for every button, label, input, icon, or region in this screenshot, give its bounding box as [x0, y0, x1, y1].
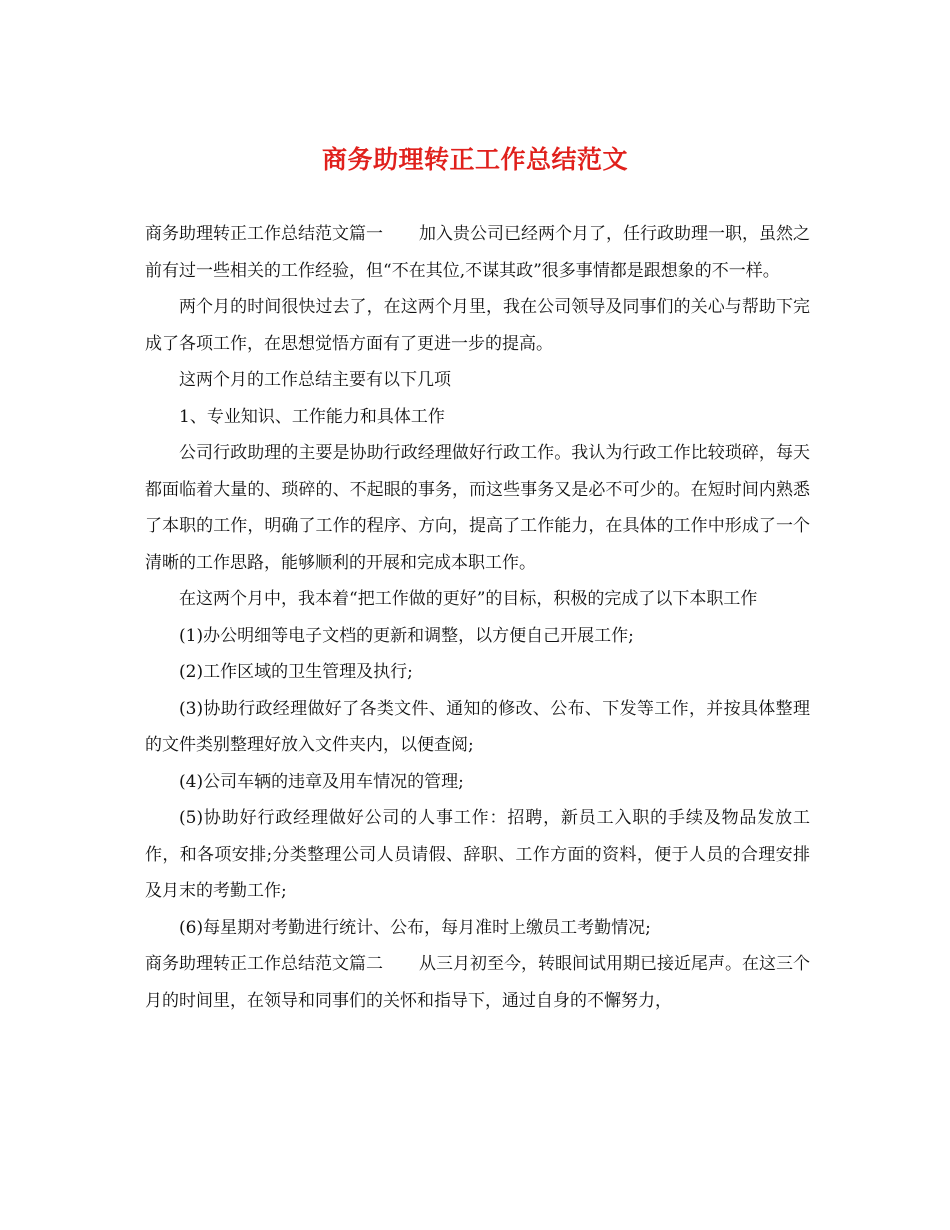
- paragraph-5: 公司行政助理的主要是协助行政经理做好行政工作。我认为行政工作比较琐碎，每天都面临着大量的、琐碎的、不起眼的事务，而这些事务又是必不可少的。在短时间内熟悉了本职的工作，明确了工作的程序、方向，提高了工作能力，在具体的工作中形成了一个清晰的工作思路，能够顺利的开展和完成本职工作。: [145, 443, 810, 573]
- paragraph-4: 1、专业知识、工作能力和具体工作: [179, 406, 445, 427]
- document-body: [145, 216, 810, 1019]
- paragraph-1: [145, 216, 810, 289]
- section-heading-2: 商务助理转正工作总结范文篇二: [145, 954, 383, 974]
- list-item-5: (5)协助好行政经理做好公司的人事工作：招聘，新员工入职的手续及物品发放工作，和各项安排;分类整理公司人员请假、辞职、工作方面的资料，便于人员的合理安排及月末的考勤工作;: [145, 808, 810, 901]
- section-heading-1: 商务助理转正工作总结范文篇一: [145, 224, 383, 244]
- paragraph-13: [145, 946, 810, 1019]
- list-item-1: (1)办公明细等电子文档的更新和调整，以方便自己开展工作;: [179, 625, 634, 646]
- list-item-3: (3)协助行政经理做好了各类文件、通知的修改、公布、下发等工作，并按具体整理的文件类别整理好放入文件夹内，以便查阅;: [145, 698, 810, 755]
- paragraph-6: 在这两个月中，我本着“把工作做的更好”的目标，积极的完成了以下本职工作: [179, 589, 758, 609]
- document-title: 商务助理转正工作总结范文: [321, 145, 628, 174]
- paragraph-2: 两个月的时间很快过去了，在这两个月里，我在公司领导及同事们的关心与帮助下完成了各项工作，在思想觉悟方面有了更进一步的提高。: [145, 297, 810, 354]
- paragraph-3: 这两个月的工作总结主要有以下几项: [179, 370, 451, 390]
- list-item-2: (2)工作区域的卫生管理及执行;: [179, 662, 413, 682]
- paragraph-text: 加入贵公司已经两个月了，任行政助理一职，虽然之前有过一些相关的工作经验，但“不在其位,不谋其政”很多事情都是跟想象的不一样。: [145, 224, 810, 281]
- list-item-4: (4)公司车辆的违章及用车情况的管理;: [179, 771, 464, 792]
- paragraph-text: 从三月初至今，转眼间试用期已接近尾声。在这三个月的时间里，在领导和同事们的关怀和指导下，通过自身的不懈努力，: [145, 954, 810, 1011]
- list-item-6: (6)每星期对考勤进行统计、公布，每月准时上缴员工考勤情况;: [179, 917, 651, 938]
